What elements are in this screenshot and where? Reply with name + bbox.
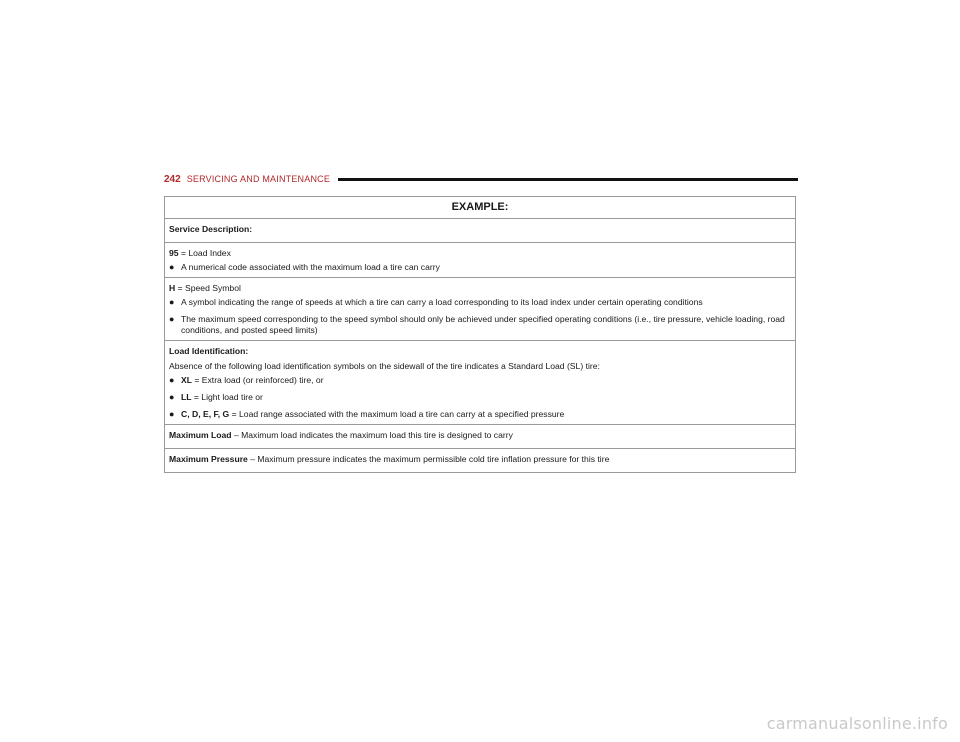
speed-symbol-code: H [169,283,176,293]
table-caption: EXAMPLE: [451,201,509,213]
bullet-text: A numerical code associated with the maximum load a tire can carry [181,262,440,272]
maximum-load-text: – Maximum load indicates the maximum load this tire is designed to carry [231,430,513,440]
maximum-load-row [165,424,795,448]
load-code: C, D, E, F, G [181,409,230,419]
load-index-row [165,242,795,277]
load-identification-heading: Load Identification: [169,346,249,356]
speed-symbol-line [169,282,791,294]
maximum-pressure-line [169,453,791,465]
list-item [169,297,791,308]
page-header [164,172,798,186]
load-code-text: = Load range associated with the maximum load a tire can carry at a specified pressure [229,409,565,419]
bullet-icon: ● [169,375,175,385]
load-index-code: 95 [169,248,179,258]
load-code-text: = Extra load (or reinforced) tire, or [191,375,324,385]
load-code-text: = Light load tire or [191,392,263,402]
bullet-text: The maximum speed corresponding to the speed symbol should only be achieved under specified operating conditions (i.e., tire pressure, vehicle loading, road conditions, and posted speed limits) [181,314,785,335]
list-item [169,314,791,336]
bullet-icon: ● [169,297,175,307]
bullet-icon: ● [169,409,175,419]
service-description-heading: Service Description: [169,224,253,234]
section-title: SERVICING AND MAINTENANCE [186,174,331,184]
maximum-pressure-term: Maximum Pressure [169,454,248,464]
list-item [169,409,791,420]
maximum-pressure-text: – Maximum pressure indicates the maximum permissible cold tire inflation pressure for this tire [247,454,610,464]
list-item [169,392,791,403]
load-index-line [169,247,791,259]
bullet-icon: ● [169,262,175,272]
list-item [169,262,791,273]
load-identification-row [165,340,795,424]
bullet-text: A symbol indicating the range of speeds at which a tire can carry a load corresponding to its load index under certain operating conditions [181,297,703,307]
service-description-heading-row [165,218,795,242]
header-rule [338,178,798,181]
maximum-pressure-row [165,448,795,472]
load-identification-intro: Absence of the following load identification symbols on the sidewall of the tire indicates a Standard Load (SL) tire: [169,361,600,371]
list-item [169,375,791,386]
speed-symbol-row [165,277,795,340]
example-table [164,196,796,473]
maximum-load-term: Maximum Load [169,430,232,440]
load-index-label: = Load Index [178,248,231,258]
bullet-icon: ● [169,392,175,402]
maximum-load-line [169,429,791,441]
page-number: 242 [164,173,181,185]
speed-symbol-label: = Speed Symbol [175,283,241,293]
watermark: carmanualsonline.info [766,714,948,733]
bullet-icon: ● [169,314,175,324]
load-code: XL [181,375,192,385]
load-code: LL [181,392,192,402]
